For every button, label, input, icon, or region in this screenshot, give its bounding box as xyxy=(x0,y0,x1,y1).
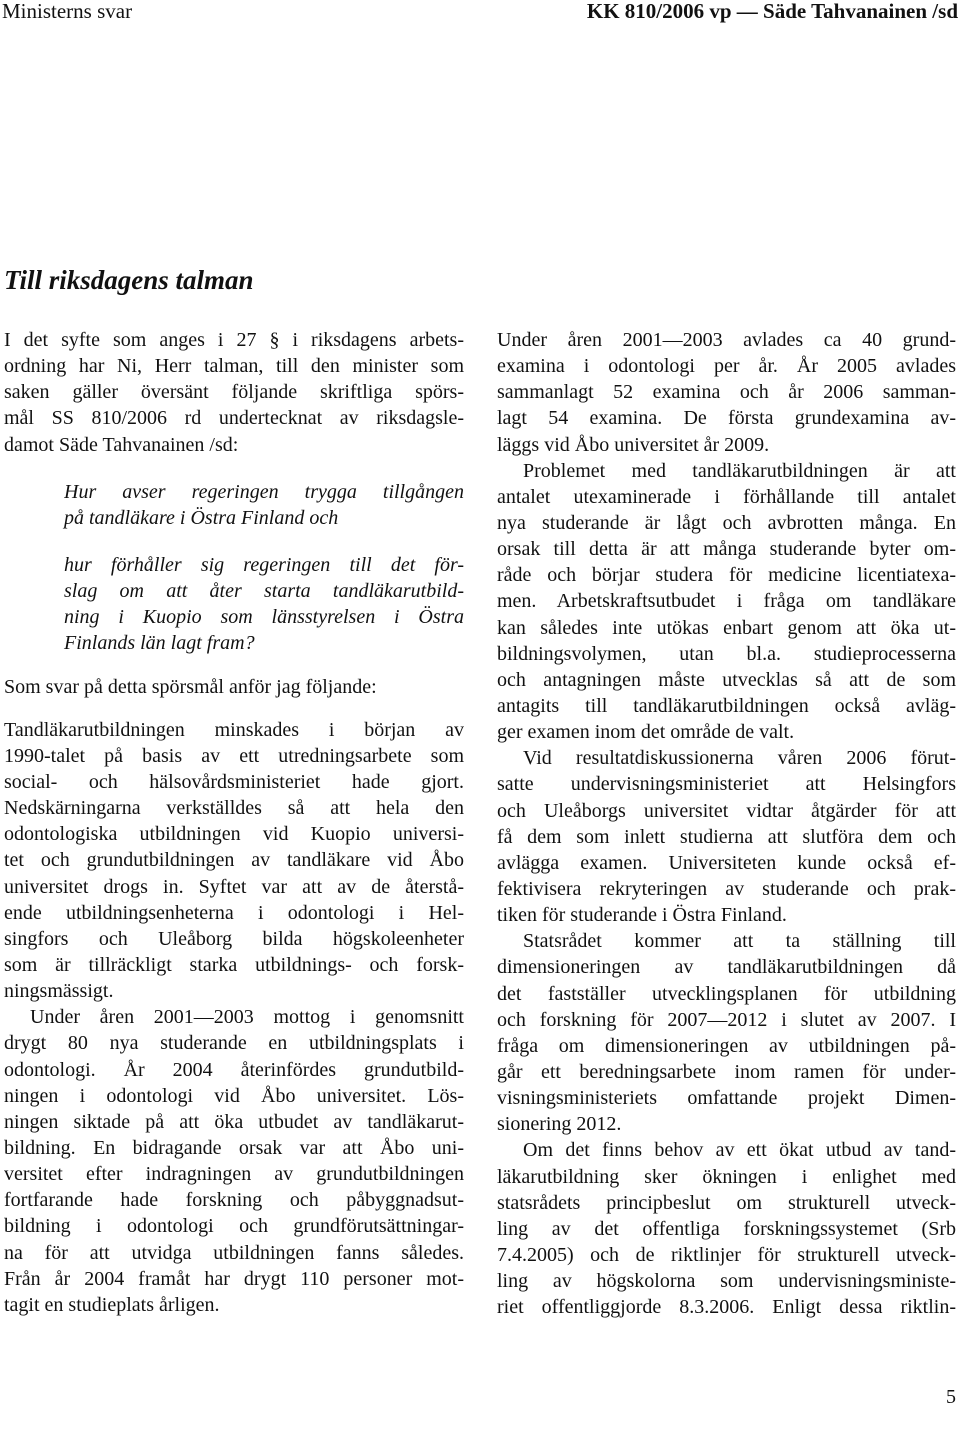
text-line: råde och börjar studera för medicine licentiatexa- xyxy=(497,564,956,587)
text-line: ling av högskolorna som undervisningsministe- xyxy=(497,1270,956,1293)
text-line: och forskning för 2007—2012 i slutet av 2007. I xyxy=(497,1008,956,1031)
text-line: slag om att åter starta tandläkarutbild- xyxy=(64,580,464,603)
text-line: avlägga examen. Universiteten kunde också ef- xyxy=(497,851,956,874)
header-section-label: Ministerns svar xyxy=(2,0,133,23)
text-line: hur förhåller sig regeringen till det för- xyxy=(64,553,464,576)
paragraph xyxy=(4,717,464,1005)
text-line: universitet drogs in. Syftet var att av de återstå- xyxy=(4,875,464,898)
text-line: Vid resultatdiskussionerna våren 2006 förut- xyxy=(523,747,956,770)
text-line: bildning. En bidragande orsak var att Åbo uni- xyxy=(4,1136,464,1159)
text-line: visningsministeriets omfattande projekt Dimen- xyxy=(497,1087,956,1110)
text-line: Tandläkarutbildningen minskades i början av xyxy=(4,718,464,741)
text-line: Problemet med tandläkarutbildningen är att xyxy=(523,459,956,482)
text-line: ling av det offentliga forskningssystemet (Srb xyxy=(497,1217,956,1240)
text-line: bildning i odontologi och grundförutsättningar- xyxy=(4,1215,464,1238)
text-line: social- och hälsovårdsministeriet hade gjort. xyxy=(4,770,464,793)
text-line: statsrådets principbeslut om strukturell utveck- xyxy=(497,1191,956,1214)
text-line: versitet efter indragningen av grundutbildningen xyxy=(4,1163,464,1186)
text-line: på tandläkare i Östra Finland och xyxy=(64,506,339,529)
question-2 xyxy=(4,552,464,657)
text-line: Finlands län lagt fram? xyxy=(64,632,255,655)
text-line: och antagningen måste utvecklas så att de som xyxy=(497,668,956,691)
text-line: ningsmässigt. xyxy=(4,980,114,1003)
paragraph xyxy=(497,458,956,746)
header-document-id: KK 810/2006 vp — Säde Tahvanainen /sd xyxy=(586,0,958,23)
text-line: antalet utexaminerade i förhållande till antalet xyxy=(497,485,956,508)
text-line: tagit en studieplats årligen. xyxy=(4,1293,220,1316)
text-line: ningen i odontologi vid Åbo universitet. Lös- xyxy=(4,1084,464,1107)
text-line: läkarutbildning sker ökningen i enlighet med xyxy=(497,1165,956,1188)
text-line: antagits till tandläkarutbildningen också avläg- xyxy=(497,694,956,717)
text-line: det fastställer utvecklingsplanen för utbildning xyxy=(497,982,956,1005)
text-line: ning i Kuopio som länsstyrelsen i Östra xyxy=(64,606,464,629)
text-line: odontologiska utbildningen vid Kuopio universi- xyxy=(4,823,464,846)
text-line: nya studerande är lågt och avbrotten många. En xyxy=(497,511,956,534)
text-line: går ett beredningsarbete inom ramen för under- xyxy=(497,1060,956,1083)
text-line: sionering 2012. xyxy=(497,1113,622,1136)
left-column xyxy=(4,327,464,1318)
paragraph xyxy=(497,745,956,928)
paragraph xyxy=(497,327,956,458)
text-line: ningen siktade på att öka utbudet av tandläkarut- xyxy=(4,1110,464,1133)
text-line: na för att utvidga utbildningen fanns således. xyxy=(4,1241,464,1264)
text-line: 1990-talet på basis av ett utredningsarbete som xyxy=(4,744,464,767)
page-title: Till riksdagens talman xyxy=(4,265,254,295)
text-line: I det syfte som anges i 27 § i riksdagens arbets- xyxy=(4,329,464,351)
text-line: examina i odontologi per år. År 2005 avlades xyxy=(497,355,956,378)
text-line: tet och grundutbildningen av tandläkare vid Åbo xyxy=(4,849,464,872)
paragraph xyxy=(497,928,956,1137)
text-line: singfors och Uleåborg bilda högskoleenheter xyxy=(4,927,464,950)
text-line: dimensioneringen av tandläkarutbildningen då xyxy=(497,956,956,979)
text-line: satte undervisningsministeriet att Helsingfors xyxy=(497,773,956,796)
paragraph xyxy=(4,1004,464,1318)
paragraph xyxy=(497,1137,956,1320)
text-line: ger examen inom det område de valt. xyxy=(497,721,795,744)
question-1 xyxy=(4,479,464,531)
text-line: ende utbildningsenheterna i odontologi i Hel- xyxy=(4,901,464,924)
text-line: Nedskärningarna verkställdes så att hela den xyxy=(4,797,464,820)
text-line: fråga om dimensioneringen av utbildningen på- xyxy=(497,1034,956,1057)
text-line: och Uleåborgs universitet vidtar åtgärder för att xyxy=(497,799,956,822)
text-line: lagt 54 examina. De första grundexamina av- xyxy=(497,407,956,430)
page-number: 5 xyxy=(946,1386,956,1408)
text-line: läggs vid Åbo universitet år 2009. xyxy=(497,433,770,456)
text-line: drygt 80 nya studerande en utbildningsplats i xyxy=(4,1032,464,1055)
text-line: riet offentliggjorde 8.3.2006. Enligt dessa riktlin- xyxy=(497,1296,956,1319)
text-line: Statsrådet kommer att ta ställning till xyxy=(523,930,956,953)
text-line: 7.4.2005) och de riktlinjer för strukturell utveck- xyxy=(497,1243,956,1266)
text-line: Från år 2004 framåt har drygt 110 personer mot- xyxy=(4,1267,464,1290)
running-header xyxy=(0,0,960,22)
text-line: Under åren 2001—2003 mottog i genomsnitt xyxy=(30,1006,464,1029)
right-column xyxy=(497,327,956,1320)
text-line: orsak till detta är att många studerande byter om- xyxy=(497,538,956,561)
answer-intro xyxy=(4,674,464,700)
text-line: fektivisera rekryteringen av studerande och prak- xyxy=(497,877,956,900)
text-line: saken gäller översänt följande skriftliga spörs- xyxy=(4,381,464,404)
intro-paragraph xyxy=(4,327,464,458)
text-line: kan således inte utökas enbart genom att öka ut- xyxy=(497,616,956,639)
text-line: få dem som inlett studierna att slutföra dem och xyxy=(497,825,956,848)
text-line: odontologi. År 2004 återinfördes grundutbild- xyxy=(4,1058,464,1081)
text-line: sammanlagt 52 examina och år 2006 samman- xyxy=(497,381,956,404)
text-line: men. Arbetskraftsutbudet i fråga om tandläkare xyxy=(497,590,956,613)
text-line: Hur avser regeringen trygga tillgången xyxy=(64,480,464,503)
text-line: ordning har Ni, Herr talman, till den minister som xyxy=(4,355,464,378)
text-line: mål SS 810/2006 rd undertecknat av riksdagsle- xyxy=(4,407,464,430)
text-line: damot Säde Tahvanainen /sd: xyxy=(4,433,239,456)
text-line: Under åren 2001—2003 avlades ca 40 grund- xyxy=(497,329,956,351)
text-line: bildningsvolymen, utan bl.a. studieprocesserna xyxy=(497,642,956,665)
text-line: tiken för studerande i Östra Finland. xyxy=(497,904,787,927)
text-line: som är tillräckligt starka utbildnings- och forsk- xyxy=(4,953,464,976)
text-line: fortfarande hade forskning och påbyggnadsut- xyxy=(4,1189,464,1212)
text-line: Som svar på detta spörsmål anför jag följande: xyxy=(4,675,377,698)
text-line: Om det finns behov av ett ökat utbud av tand- xyxy=(523,1139,956,1162)
